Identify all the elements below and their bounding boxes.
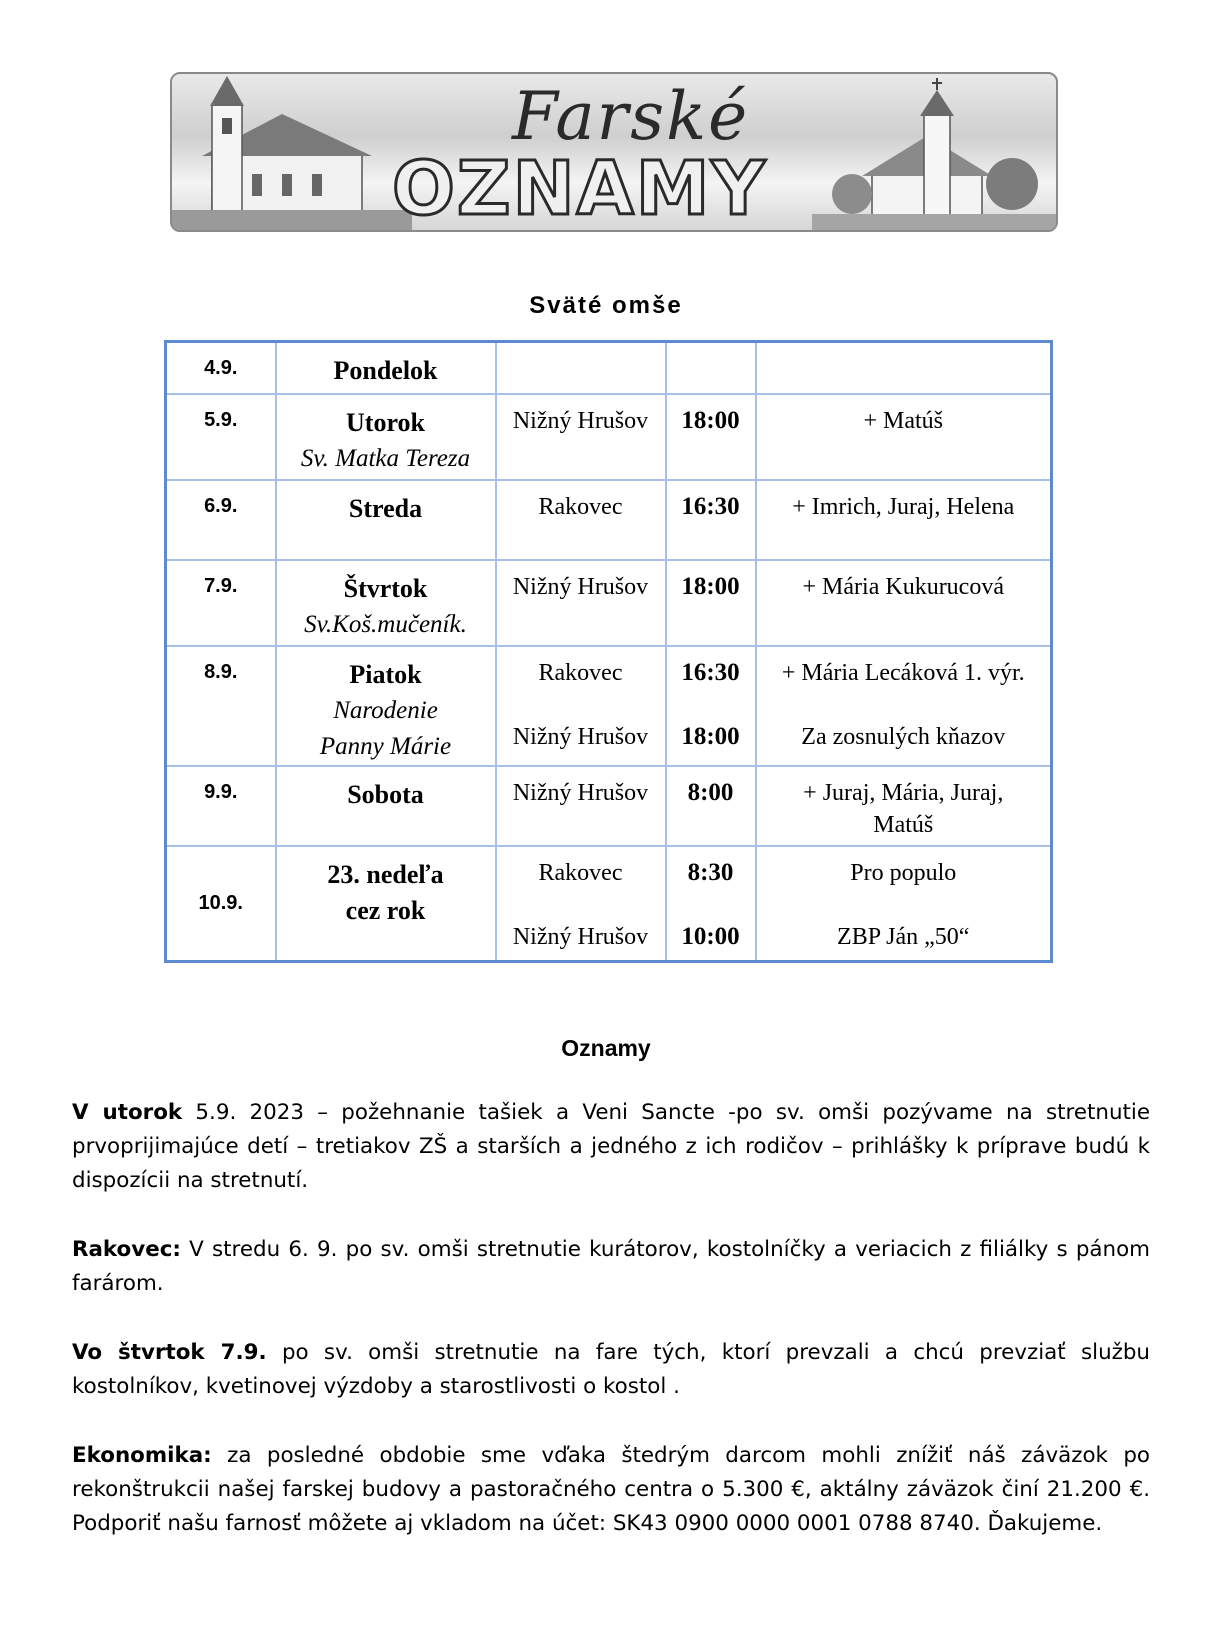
banner-title-block: OZNAMY	[392, 146, 767, 232]
mass-time: 16:30	[681, 492, 740, 520]
row-intent	[756, 480, 1052, 560]
feast-name: Panny Márie	[319, 732, 452, 760]
mass-intention: Matúš	[873, 811, 934, 838]
row-day	[276, 342, 496, 394]
mass-time: 16:30	[681, 658, 740, 686]
mass-time: 18:00	[681, 406, 740, 434]
row-place	[496, 480, 666, 560]
feast-name: Sv. Matka Tereza	[300, 444, 471, 472]
mass-time: 18:00	[681, 722, 740, 750]
mass-time: 18:00	[681, 572, 740, 600]
row-day	[276, 394, 496, 480]
row-time	[666, 766, 756, 846]
mass-time: 10:00	[681, 922, 740, 950]
announcements-heading: Oznamy	[561, 1035, 651, 1061]
schedule-row	[166, 480, 1052, 560]
day-name: Streda	[348, 493, 423, 523]
announcement-text: V stredu 6. 9. po sv. omši stretnutie kurátorov, kostolníčky a veriacich z filiálky s pánom farárom.	[72, 1237, 1150, 1296]
mass-place: Rakovec	[538, 859, 623, 886]
row-place	[496, 394, 666, 480]
row-day	[276, 646, 496, 766]
mass-place: Nižný Hrušov	[512, 779, 649, 806]
row-place	[496, 646, 666, 766]
mass-intention: + Mária Lecáková 1. výr.	[781, 659, 1025, 686]
row-intent	[756, 646, 1052, 766]
row-intent	[756, 560, 1052, 646]
row-date: 9.9.	[166, 766, 276, 846]
announcement-paragraph	[72, 1096, 1150, 1198]
schedule-row	[166, 342, 1052, 394]
row-date: 10.9.	[166, 846, 276, 962]
banner-title-script: Farské	[512, 78, 750, 155]
announcement-lead: Ekonomika:	[72, 1443, 212, 1468]
announcement-text: po sv. omši stretnutie na fare tých, ktorí prevzali a chcú prevziať službu kostolníkov, kvetinovej výzdoby a starostlivosti o kostol .	[72, 1340, 1150, 1399]
row-time	[666, 394, 756, 480]
mass-intention: + Imrich, Juraj, Helena	[792, 493, 1015, 520]
schedule-row	[166, 394, 1052, 480]
row-time	[666, 480, 756, 560]
row-date: 8.9.	[166, 646, 276, 766]
schedule-row	[166, 646, 1052, 766]
row-day	[276, 480, 496, 560]
announcement-paragraph	[72, 1439, 1150, 1541]
mass-place: Rakovec	[538, 493, 623, 520]
announcement-paragraph	[72, 1233, 1150, 1301]
announcement-paragraph	[72, 1336, 1150, 1404]
mass-place: Rakovec	[538, 659, 623, 686]
row-place	[496, 560, 666, 646]
row-date: 5.9.	[166, 394, 276, 480]
mass-intention: ZBP Ján „50“	[837, 923, 970, 950]
mass-intention: + Mária Kukurucová	[802, 573, 1004, 600]
schedule-row	[166, 846, 1052, 962]
announcement-text: za posledné obdobie sme vďaka štedrým darcom mohli znížiť náš záväzok po rekonštrukcii našej farskej budovy a pastoračného centra o 5.300 €, aktálny záväzok činí 21.200 €. Podporiť našu farnosť môžete aj vkladom na účet: SK43 0900 0000 0001 0788 8740. Ďakujeme.	[72, 1443, 1150, 1536]
row-place	[496, 846, 666, 962]
row-date: 4.9.	[166, 342, 276, 394]
day-name: Štvrtok	[343, 573, 428, 603]
announcement-text: 5.9. 2023 – požehnanie tašiek a Veni Sancte -po sv. omši pozývame na stretnutie prvoprijimajúce detí – tretiakov ZŠ a starších a jedného z ich rodičov – prihlášky k príprave budú k dispozícii na stretnutí.	[72, 1100, 1150, 1193]
feast-name: Sv.Koš.mučeník.	[304, 610, 467, 638]
row-day	[276, 560, 496, 646]
mass-intention: Pro populo	[850, 859, 957, 886]
row-intent	[756, 394, 1052, 480]
day-name: 23. nedeľa	[327, 859, 444, 889]
mass-time: 8:00	[687, 778, 734, 806]
mass-time: 8:30	[687, 858, 734, 886]
row-day	[276, 766, 496, 846]
schedule-row	[166, 766, 1052, 846]
mass-place: Nižný Hrušov	[512, 723, 649, 750]
row-day	[276, 846, 496, 962]
row-time	[666, 560, 756, 646]
row-time	[666, 342, 756, 394]
day-name: Pondelok	[333, 356, 438, 385]
announcement-lead: Vo štvrtok 7.9.	[72, 1340, 267, 1365]
mass-intention: Za zosnulých kňazov	[801, 723, 1006, 750]
row-time	[666, 646, 756, 766]
day-name-continued: cez rok	[345, 895, 426, 925]
row-place	[496, 766, 666, 846]
mass-schedule-table	[164, 340, 1053, 963]
masses-heading: Sväté omše	[529, 292, 683, 319]
day-name: Sobota	[347, 779, 424, 809]
row-intent	[756, 342, 1052, 394]
row-date: 6.9.	[166, 480, 276, 560]
day-name: Utorok	[346, 407, 425, 437]
mass-intention: + Juraj, Mária, Juraj,	[803, 779, 1004, 806]
row-intent	[756, 766, 1052, 846]
row-place	[496, 342, 666, 394]
mass-place: Nižný Hrušov	[512, 923, 649, 950]
mass-intention: + Matúš	[863, 407, 944, 434]
mass-place: Nižný Hrušov	[512, 407, 649, 434]
row-time	[666, 846, 756, 962]
feast-name: Narodenie	[333, 696, 438, 724]
announcement-lead: Rakovec:	[72, 1237, 181, 1262]
announcement-lead: V utorok	[72, 1100, 183, 1125]
row-date: 7.9.	[166, 560, 276, 646]
mass-place: Nižný Hrušov	[512, 573, 649, 600]
header-banner	[170, 72, 1058, 232]
schedule-row	[166, 560, 1052, 646]
row-intent	[756, 846, 1052, 962]
day-name: Piatok	[349, 659, 422, 689]
